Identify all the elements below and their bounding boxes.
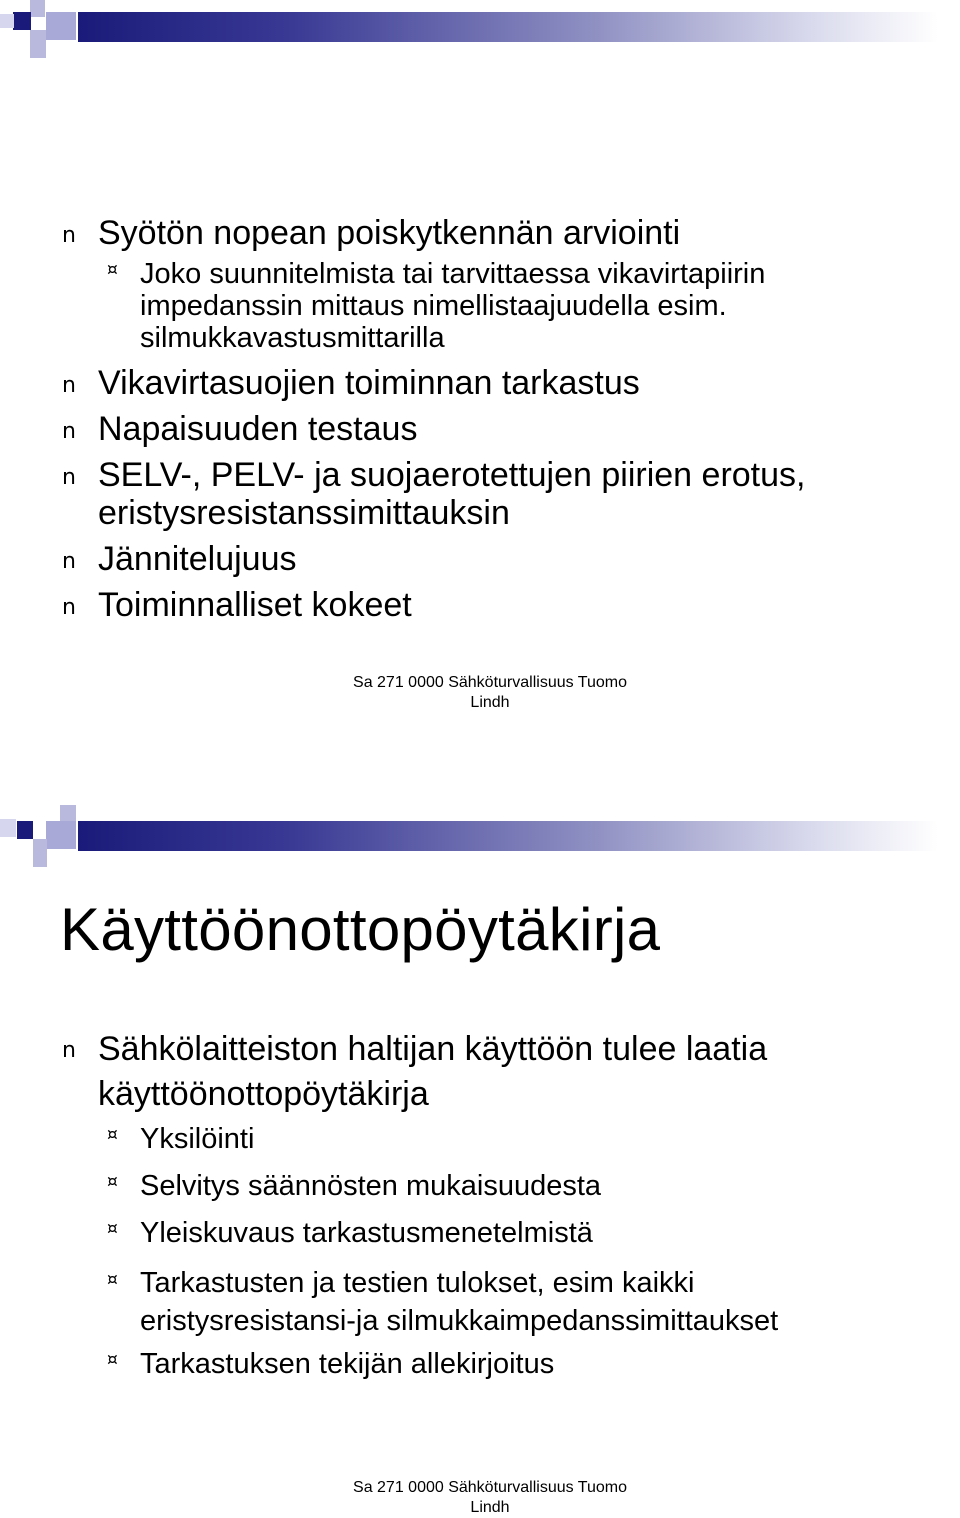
bullet-text-line: eristysresistanssimittauksin (98, 494, 510, 532)
bullet-text: Syötön nopean poiskytkennän arviointi (98, 214, 681, 252)
bullet-marker-icon: n (62, 549, 76, 574)
sub-bullet-line: Tarkastusten ja testien tulokset, esim kaikki (140, 1267, 695, 1299)
bullet-marker-icon: n (62, 595, 76, 620)
slide-header-decoration (0, 0, 960, 62)
bullet-item (0, 364, 960, 402)
header-square-light-right (46, 12, 76, 40)
bullet-marker-icon: n (62, 223, 76, 248)
bullet-marker-icon: n (62, 419, 76, 444)
bullet-marker-icon: n (62, 373, 76, 398)
bullet-marker-icon: n (62, 465, 76, 490)
sub-bullet-text: Yleiskuvaus tarkastusmenetelmistä (140, 1217, 593, 1249)
sub-bullet-item (0, 1264, 960, 1340)
bullet-item (0, 586, 960, 624)
slide-title: Käyttöönottopöytäkirja (60, 896, 661, 963)
bullet-item (0, 214, 960, 252)
sub-bullet-text: Tarkastuksen tekijän allekirjoitus (140, 1348, 555, 1380)
sub-bullet-item (0, 1123, 960, 1155)
sub-bullet-item (0, 1170, 960, 1202)
bullet-text-line: käyttöönottopöytäkirja (98, 1075, 429, 1113)
sub-bullet-line: impedanssin mittaus nimellistaajuudella esim. (140, 290, 727, 322)
slide-2-bullet-list (0, 1027, 960, 1380)
header-square-light-top (60, 805, 76, 822)
sub-bullet-marker-icon: ¤ (107, 1125, 118, 1145)
sub-bullet-text: Yksilöinti (140, 1123, 255, 1155)
footer-line: Sa 271 0000 Sähköturvallisuus Tuomo (353, 674, 627, 691)
sub-bullet-line: eristysresistansi-ja silmukkaimpedanssimittaukset (140, 1305, 779, 1337)
header-square-dark (17, 821, 33, 839)
slide-2-footer (340, 1478, 640, 1518)
sub-bullet-marker-icon: ¤ (107, 1270, 118, 1290)
bullet-item (0, 410, 960, 448)
slide-1-footer (340, 673, 640, 713)
slide-2 (0, 805, 960, 1515)
sub-bullet-marker-icon: ¤ (107, 1172, 118, 1192)
bullet-item (0, 456, 960, 532)
slide-header-decoration (0, 805, 960, 867)
bullet-marker-icon: n (62, 1038, 76, 1063)
sub-bullet-line: Joko suunnitelmista tai tarvittaessa vikavirtapiirin (140, 258, 766, 290)
header-gradient-bar (78, 12, 938, 42)
sub-bullet-item (0, 1217, 960, 1249)
sub-bullet-marker-icon: ¤ (107, 1350, 118, 1370)
slide-1-bullet-list (0, 214, 960, 624)
header-square-light-top (30, 0, 45, 17)
footer-line: Lindh (470, 1499, 510, 1516)
header-gradient-bar (78, 821, 938, 851)
header-square-light-left (0, 14, 14, 28)
bullet-item (0, 1027, 960, 1117)
sub-bullet-item (0, 258, 960, 354)
header-square-light-right (46, 821, 76, 849)
bullet-text: Jännitelujuus (98, 540, 297, 578)
sub-bullet-text: Selvitys säännösten mukaisuudesta (140, 1170, 602, 1202)
header-square-light-bottom (33, 839, 47, 867)
bullet-text: Toiminnalliset kokeet (98, 586, 412, 624)
footer-line: Sa 271 0000 Sähköturvallisuus Tuomo (353, 1479, 627, 1496)
bullet-text-line: Sähkölaitteiston haltijan käyttöön tulee laatia (98, 1030, 768, 1068)
footer-line: Lindh (470, 694, 510, 711)
header-square-light-bottom (30, 30, 46, 58)
header-square-dark (13, 12, 31, 30)
sub-bullet-line: silmukkavastusmittarilla (140, 322, 445, 354)
bullet-text-line: SELV-, PELV- ja suojaerotettujen piirien erotus, (98, 456, 806, 494)
sub-bullet-marker-icon: ¤ (107, 1219, 118, 1239)
sub-bullet-item (0, 1348, 960, 1380)
bullet-text: Napaisuuden testaus (98, 410, 418, 448)
sub-bullet-marker-icon: ¤ (107, 260, 118, 280)
bullet-text: Vikavirtasuojien toiminnan tarkastus (98, 364, 640, 402)
bullet-item (0, 540, 960, 578)
header-square-light-left (0, 819, 16, 837)
